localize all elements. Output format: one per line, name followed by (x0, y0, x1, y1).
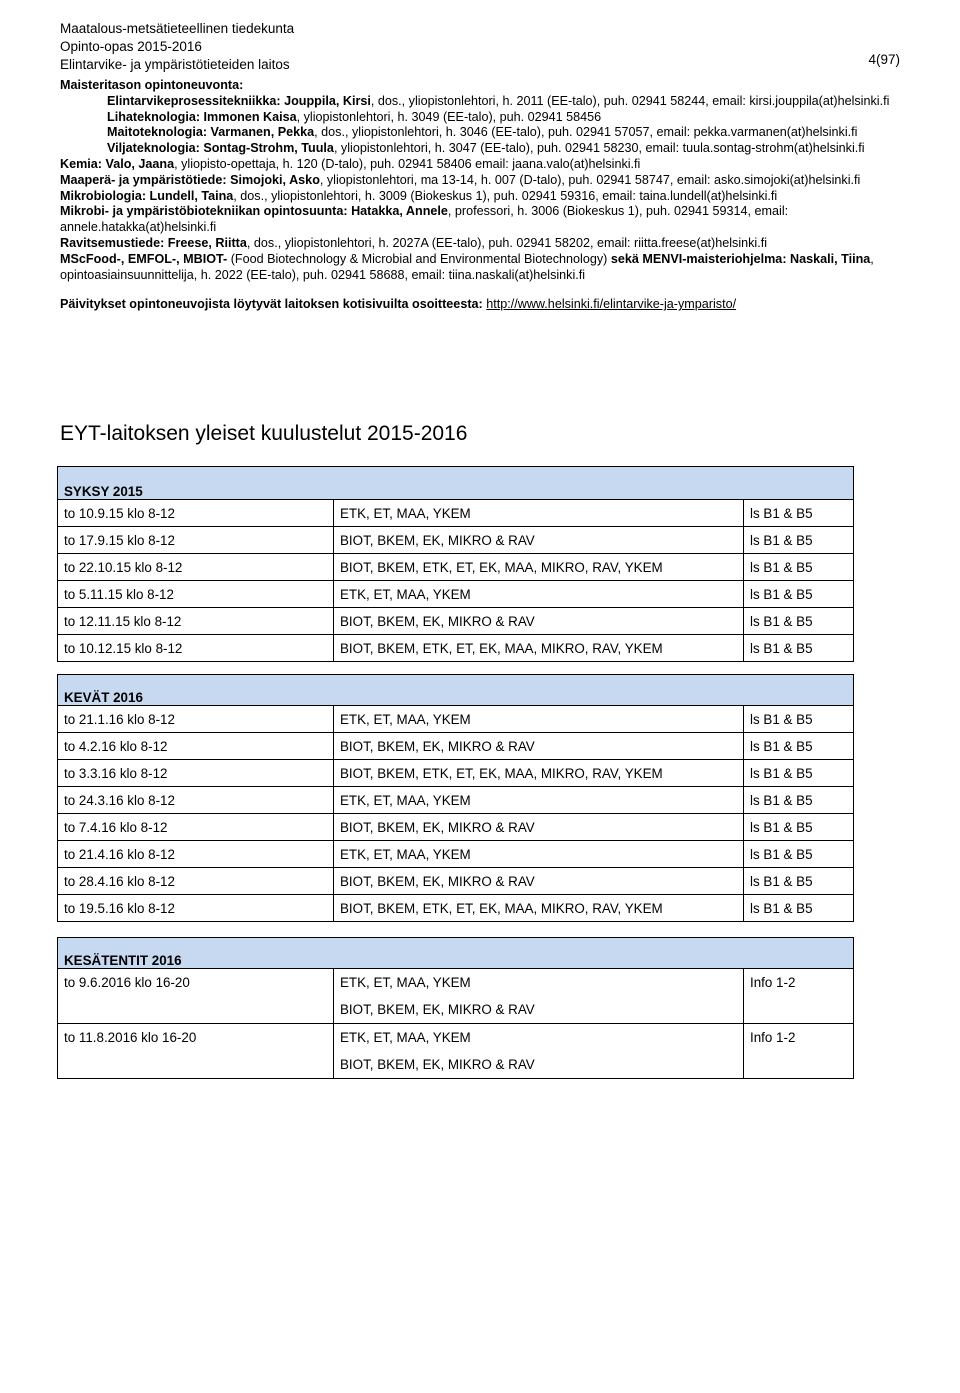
exam-date: to 9.6.2016 klo 16-20 (58, 969, 334, 1024)
exam-date: to 3.3.16 klo 8-12 (58, 760, 334, 787)
exam-room: ls B1 & B5 (744, 527, 854, 554)
table-row (58, 554, 854, 581)
exam-date: to 21.1.16 klo 8-12 (58, 706, 334, 733)
exam-date: to 10.12.15 klo 8-12 (58, 635, 334, 662)
kesatentit-table (57, 937, 854, 1079)
exam-room: ls B1 & B5 (744, 608, 854, 635)
exam-date: to 11.8.2016 klo 16-20 (58, 1024, 334, 1079)
exam-room: ls B1 & B5 (744, 706, 854, 733)
table-row (58, 500, 854, 527)
exam-room: ls B1 & B5 (744, 895, 854, 922)
table-row (58, 608, 854, 635)
page-number: 4(97) (868, 52, 900, 67)
exam-date: to 21.4.16 klo 8-12 (58, 841, 334, 868)
contact-maapera: Maaperä- ja ympäristötiede: Simojoki, Asko, yliopistonlehtori, ma 13-14, h. 007 (D-talo), puh. 02941 58747, email: asko.simojoki(at)helsinki.fi (60, 172, 861, 187)
exam-subjects: BIOT, BKEM, EK, MIKRO & RAV (334, 608, 744, 635)
contact-mikrobiologia: Mikrobiologia: Lundell, Taina, dos., yliopistonlehtori, h. 3009 (Biokeskus 1), puh. 02941 59316, email: taina.lundell(at)helsinki.fi (60, 188, 778, 203)
exam-subjects (334, 1024, 744, 1079)
contact-kemia: Kemia: Valo, Jaana, yliopisto-opettaja, h. 120 (D-talo), puh. 02941 58406 email: jaana.valo(at)helsinki.fi (60, 156, 641, 171)
exam-subjects: ETK, ET, MAA, YKEM (334, 581, 744, 608)
exam-date: to 17.9.15 klo 8-12 (58, 527, 334, 554)
exam-room: Info 1-2 (744, 1024, 854, 1079)
exam-room: ls B1 & B5 (744, 760, 854, 787)
kevat-table (57, 674, 854, 922)
exam-room: ls B1 & B5 (744, 814, 854, 841)
table-row (58, 706, 854, 733)
syksy-table (57, 466, 854, 662)
table-row (58, 814, 854, 841)
exam-subjects: BIOT, BKEM, EK, MIKRO & RAV (334, 814, 744, 841)
table-row (58, 733, 854, 760)
table-row (58, 787, 854, 814)
page-header (60, 20, 294, 74)
department-link[interactable]: http://www.helsinki.fi/elintarvike-ja-ymparisto/ (486, 297, 737, 312)
section-title: KEVÄT 2016 (58, 675, 854, 706)
table-row (58, 868, 854, 895)
exam-subjects: BIOT, BKEM, EK, MIKRO & RAV (334, 733, 744, 760)
contacts-section (60, 78, 902, 313)
update-note: Päivitykset opintoneuvojista löytyvät laitoksen kotisivuilta osoitteesta: http://www.helsinki.fi/elintarvike-ja-ymparisto/ (60, 297, 737, 312)
contact-liha: Lihateknologia: Immonen Kaisa, yliopistonlehtori, h. 3049 (EE-talo), puh. 02941 58456 (107, 109, 602, 124)
exam-subject-group: BIOT, BKEM, EK, MIKRO & RAV (340, 1057, 535, 1072)
exam-subjects: BIOT, BKEM, EK, MIKRO & RAV (334, 527, 744, 554)
exam-room: ls B1 & B5 (744, 500, 854, 527)
section-title: KESÄTENTIT 2016 (58, 938, 854, 969)
table-row (58, 841, 854, 868)
exam-subjects: BIOT, BKEM, EK, MIKRO & RAV (334, 868, 744, 895)
exam-subjects: BIOT, BKEM, ETK, ET, EK, MAA, MIKRO, RAV, YKEM (334, 895, 744, 922)
exam-room: ls B1 & B5 (744, 635, 854, 662)
exam-subject-group: ETK, ET, MAA, YKEM (340, 1030, 471, 1045)
exam-subjects: ETK, ET, MAA, YKEM (334, 841, 744, 868)
exam-subject-group: ETK, ET, MAA, YKEM (340, 975, 471, 990)
exam-room: ls B1 & B5 (744, 787, 854, 814)
exam-subjects: ETK, ET, MAA, YKEM (334, 500, 744, 527)
exam-subject-group: BIOT, BKEM, EK, MIKRO & RAV (340, 1002, 535, 1017)
exam-subjects: BIOT, BKEM, ETK, ET, EK, MAA, MIKRO, RAV, YKEM (334, 760, 744, 787)
contact-maito: Maitoteknologia: Varmanen, Pekka, dos., yliopistonlehtori, h. 3046 (EE-talo), puh. 02941 57057, email: pekka.varmanen(at)helsinki.fi (107, 125, 858, 140)
department-name: Elintarvike- ja ympäristötieteiden laitos (60, 57, 290, 72)
guide-title: Opinto-opas 2015-2016 (60, 39, 202, 54)
exams-heading: EYT-laitoksen yleiset kuulustelut 2015-2016 (60, 422, 468, 445)
table-row (58, 969, 854, 1024)
exam-date: to 4.2.16 klo 8-12 (58, 733, 334, 760)
table-row (58, 635, 854, 662)
exam-room: ls B1 & B5 (744, 733, 854, 760)
exam-room: Info 1-2 (744, 969, 854, 1024)
table-row (58, 895, 854, 922)
contact-elintarvike: Elintarvikeprosessitekniikka: Jouppila, Kirsi, dos., yliopistonlehtori, h. 2011 (EE-talo), puh. 02941 58244, email: kirsi.jouppila(at)helsinki.fi (107, 93, 890, 108)
exam-date: to 7.4.16 klo 8-12 (58, 814, 334, 841)
exam-subjects: ETK, ET, MAA, YKEM (334, 787, 744, 814)
exam-subjects: ETK, ET, MAA, YKEM (334, 706, 744, 733)
table-row (58, 581, 854, 608)
exam-date: to 24.3.16 klo 8-12 (58, 787, 334, 814)
exam-room: ls B1 & B5 (744, 868, 854, 895)
table-row (58, 1024, 854, 1079)
exam-room: ls B1 & B5 (744, 554, 854, 581)
contact-ravitsemus: Ravitsemustiede: Freese, Riitta, dos., yliopistonlehtori, h. 2027A (EE-talo), puh. 02941 58202, email: riitta.freese(at)helsinki.fi (60, 235, 768, 250)
exam-date: to 22.10.15 klo 8-12 (58, 554, 334, 581)
contact-vilja: Viljateknologia: Sontag-Strohm, Tuula, yliopistonlehtori, h. 3047 (EE-talo), puh. 02941 58230, email: tuula.sontag-strohm(at)helsinki.fi (107, 141, 865, 156)
exam-room: ls B1 & B5 (744, 841, 854, 868)
contact-msc: MScFood-, EMFOL-, MBIOT- (Food Biotechnology & Microbial and Environmental Biotechnology) sekä MENVI-maisteriohjelma: Naskali, Tiina, opintoasiainsuunnittelija, h. 2022 (EE-talo), puh. 02941 58688, email: tiina.naskali(at)helsinki.fi (60, 251, 874, 282)
exam-date: to 12.11.15 klo 8-12 (58, 608, 334, 635)
section-title: SYKSY 2015 (58, 467, 854, 500)
faculty-name: Maatalous-metsätieteellinen tiedekunta (60, 21, 295, 36)
exam-date: to 5.11.15 klo 8-12 (58, 581, 334, 608)
contacts-title: Maisteritason opintoneuvonta: (60, 78, 244, 92)
exam-subjects: BIOT, BKEM, ETK, ET, EK, MAA, MIKRO, RAV, YKEM (334, 635, 744, 662)
exam-room: ls B1 & B5 (744, 581, 854, 608)
exam-date: to 19.5.16 klo 8-12 (58, 895, 334, 922)
exam-date: to 28.4.16 klo 8-12 (58, 868, 334, 895)
exam-subjects: BIOT, BKEM, ETK, ET, EK, MAA, MIKRO, RAV, YKEM (334, 554, 744, 581)
exam-date: to 10.9.15 klo 8-12 (58, 500, 334, 527)
table-row (58, 527, 854, 554)
contact-mikrobi: Mikrobi- ja ympäristöbiotekniikan opintosuunta: Hatakka, Annele, professori, h. 3006 (Biokeskus 1), puh. 02941 59314, email: annele.hatakka(at)helsinki.fi (60, 204, 789, 235)
table-row (58, 760, 854, 787)
exam-subjects (334, 969, 744, 1024)
